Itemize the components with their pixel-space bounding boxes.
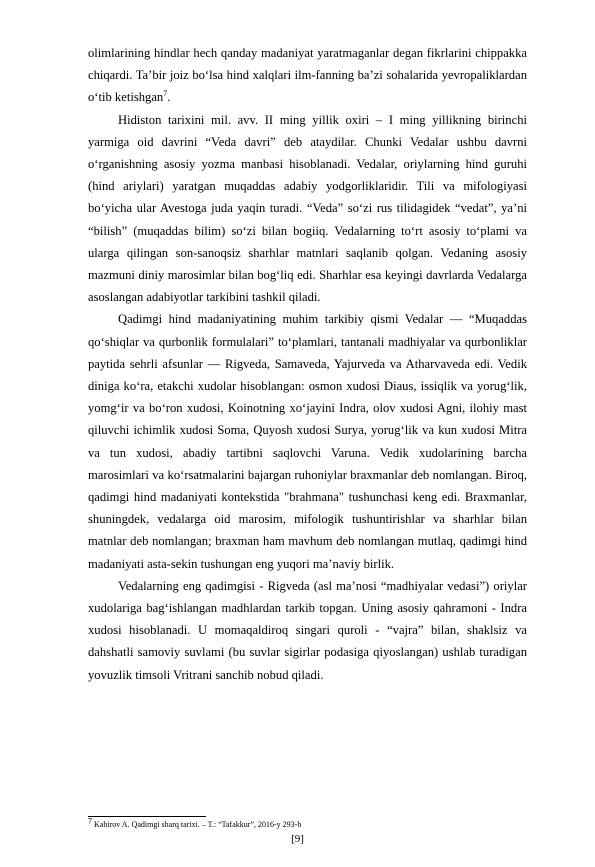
paragraph-1-text: olimlarining hindlar hech qanday madaniyat yaratmaganlar degan fikrlarini chippakka chiqardi. Ta’bir joiz bo‘lsa hind xalqlari ilm-fanning ba’zi sohalarida yevropaliklardan o‘tib ketishgan: [88, 46, 527, 105]
paragraph-1-tail: .: [167, 90, 171, 105]
paragraph-2: Hidiston tarixini mil. avv. II ming yillik oxiri – I ming yillikning birinchi yarmiga oid davrini “Veda davri” deb ataydilar. Chunki Vedalar ushbu davrni o‘rganishning asosiy yozma manbasi hisoblanadi. Vedalar, oriylarning hind guruhi (hind ariylari) yaratgan muqaddas adabiy yodgorliklaridir. Tili va mifologiyasi bo‘yicha ular Avestoga juda yaqin turadi. “Veda” so‘zi rus tilidagidek “vedat”, ya’ni “bilish” (muqaddas bilim) so‘zi bilan bogiiq. Vedalarning to‘rt asosiy to‘plami va ularga qilingan son-sanoqsiz sharhlar matnlari saqlanib qolgan. Vedaning asosiy mazmuni diniy marosimlar bilan bog‘liq edi. Sharhlar esa keyingi davrlarda Vedalarga asoslangan adabiyotlar tarkibini tashkil qiladi.: [88, 112, 527, 305]
page-number: [9]: [291, 833, 304, 845]
footnote-mark: 7: [88, 816, 92, 826]
footnote-text: Kabirov A. Qadimgi sharq tarixi. – T.: “Tafakkur”, 2016-y 293-b: [92, 820, 302, 829]
document-body: [88, 42, 527, 686]
paragraph-4: Vedalarning eng qadimgisi - Rigveda (asl ma’nosi “madhiyalar vedasi”) oriylar xudolariga bag‘ishlangan madhlardan tarkib topgan. Uning asosiy qahramoni - Indra xudosi hisoblanadi. U momaqaldiroq singari quroli - “vajra” bilan, shaklsiz va dahshatli samoviy suvlami (bu suvlar sigirlar podasiga qiyoslangan) ushlab turadigan yovuzlik timsoli Vritrani sanchib nobud qiladi.: [88, 578, 527, 682]
footnote-ref[interactable]: 7: [163, 89, 168, 99]
footnote: [88, 816, 527, 830]
paragraph-1: [88, 42, 527, 109]
footnote-divider: [88, 816, 206, 817]
paragraph-3: Qadimgi hind madaniyatining muhim tarkibiy qismi Vedalar — “Muqaddas qo‘shiqlar va qurbonlik formulalari” to‘plamlari, tantanali madhiyalar va qurbonliklar paytida sehrli afsunlar — Rigveda, Samaveda, Yajurveda va Atharvaveda edi. Vedik diniga ko‘ra, etakchi xudolar hisoblangan: osmon xudosi Diaus, issiqlik va yorug‘lik, yomg‘ir va bo‘ron xudosi, Koinotning xo‘jayini Indra, olov xudosi Agni, ilohiy mast qiluvchi ichimlik xudosi Soma, Quyosh xudosi Surya, yorug‘lik va kun xudosi Mitra va tun xudosi, abadiy tartibni saqlovchi Varuna. Vedik xudolarining barcha marosimlari va ko‘rsatmalarini bajargan ruhoniylar braxmanlar deb nomlangan. Biroq, qadimgi hind madaniyati kontekstida "brahmana" tushunchasi keng edi. Braxmanlar, shuningdek, vedalarga oid marosim, mifologik tushuntirishlar va sharhlar bilan matnlar deb nomlangan; braxman ham mavhum deb nomlangan mutlaq, qadimgi hind madaniyati asta-sekin tushungan eng yuqori ma’naviy birlik.: [88, 312, 527, 571]
